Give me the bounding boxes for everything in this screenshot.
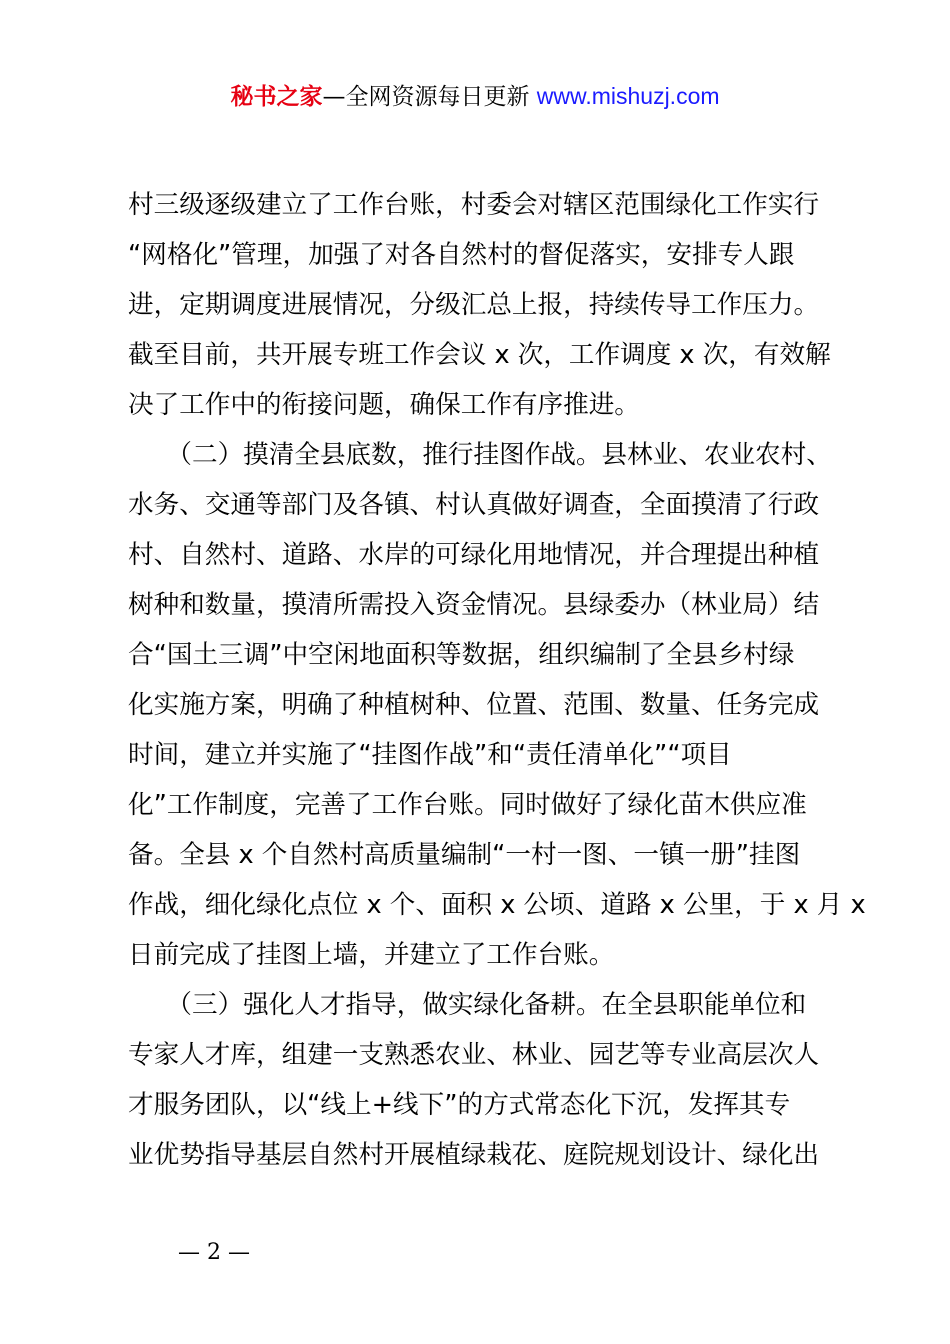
text-line: 水务、交通等部门及各镇、村认真做好调查，全面摸清了行政 [128,490,820,520]
site-tagline: —全网资源每日更新 [322,84,530,110]
text-line: 日前完成了挂图上墙，并建立了工作台账。 [128,940,615,970]
text-line: 专家人才库，组建一支熟悉农业、林业、园艺等专业高层次人 [128,1040,820,1070]
text-line: “网格化”管理，加强了对各自然村的督促落实，安排专人跟 [128,240,795,270]
page-number: — 2 — [178,1240,250,1265]
text-line: 业优势指导基层自然村开展植绿栽花、庭院规划设计、绿化出 [128,1140,820,1170]
text-line: （二）摸清全县底数，推行挂图作战。县林业、农业农村、 [128,440,832,470]
text-line: 备。全县 x 个自然村高质量编制“一村一图、一镇一册”挂图 [128,840,801,870]
text-line: 时间，建立并实施了“挂图作战”和“责任清单化”“项目 [128,740,732,770]
text-line: 进，定期调度进展情况，分级汇总上报，持续传导工作压力。 [128,290,820,320]
text-line: 才服务团队，以“线上+线下”的方式常态化下沉，发挥其专 [128,1090,791,1120]
text-line: 决了工作中的衔接问题，确保工作有序推进。 [128,390,640,420]
site-brand: 秘书之家 [230,84,323,110]
text-line: 化”工作制度，完善了工作台账。同时做好了绿化苗木供应准 [128,790,807,820]
document-body [128,180,866,1180]
text-line: 村三级逐级建立了工作台账，村委会对辖区范围绿化工作实行 [128,190,820,220]
text-line: 化实施方案，明确了种植树种、位置、范围、数量、任务完成 [128,690,820,720]
text-line: 截至目前，共开展专班工作会议 x 次，工作调度 x 次，有效解 [128,340,831,370]
site-header [0,80,950,113]
text-line: 作战，细化绿化点位 x 个、面积 x 公顷、道路 x 公里，于 x 月 x [128,890,866,920]
text-line: 合“国土三调”中空闲地面积等数据，组织编制了全县乡村绿 [128,640,795,670]
text-line: （三）强化人才指导，做实绿化备耕。在全县职能单位和 [128,990,807,1020]
site-url-link[interactable]: www.mishuzj.com [536,83,720,109]
text-line: 树种和数量，摸清所需投入资金情况。县绿委办（林业局）结 [128,590,820,620]
text-line: 村、自然村、道路、水岸的可绿化用地情况，并合理提出种植 [128,540,820,570]
